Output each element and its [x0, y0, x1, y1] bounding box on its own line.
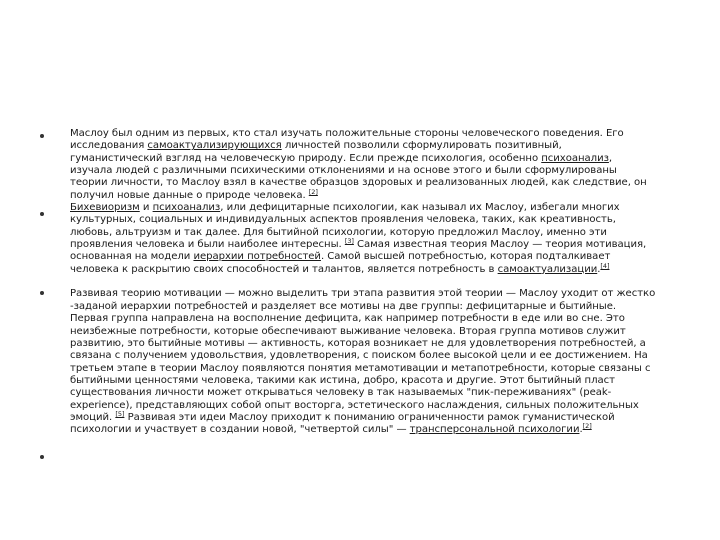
text-span: человека к раскрытию своих способностей и талантов, является потребность в [70, 263, 498, 275]
text-line [70, 239, 688, 251]
text-line [70, 261, 688, 276]
text-span: исследования [70, 140, 148, 152]
text-span: гуманистический взгляд на человеческую природу. Если прежде психология, особенно [70, 152, 542, 164]
text-line: теории личности, то Маслоу взял в качестве образцов здоровых и реализованных людей, как следствие, он [70, 177, 647, 189]
text-line: -заданой иерархии потребностей и разделяет все мотивы на две группы: дефицитарные и бытийные. [70, 300, 617, 312]
link-transpersonal-psychology[interactable]: трансперсональной психологии [409, 424, 580, 436]
link-psychoanalysis[interactable]: психоанализ [152, 202, 221, 214]
text-line [70, 153, 688, 165]
text-line: изучала людей с различными психическими отклонениями и на основе этого и были сформулированы [70, 165, 617, 177]
link-hierarchy-of-needs[interactable]: иерархии потребностей [193, 251, 321, 263]
footnote-ref[interactable]: [3] [344, 237, 354, 246]
paragraph-2 [70, 202, 688, 276]
footnote-ref[interactable]: [5] [115, 409, 125, 418]
text-line: культурных, социальных и индивидуальных аспектов проявления человека, таких, как креативность, [70, 214, 616, 226]
text-line [70, 409, 688, 424]
text-line: Развивая теорию мотивации — можно выделить три этапа развития этой теории — Маслоу уходит от жестко [70, 288, 656, 300]
text-line [70, 140, 688, 152]
text-span: Самая известная теория Маслоу — теория мотивация, [353, 239, 647, 251]
link-behaviorism[interactable]: Бихевиоризм [70, 202, 140, 214]
text-span: личностей позволили сформулировать позитивный, [281, 140, 562, 152]
footnote-ref[interactable]: [2] [308, 187, 318, 196]
text-span: получил новые данные о природе человека. [70, 189, 309, 201]
text-span: . [579, 424, 583, 436]
text-line [70, 251, 688, 263]
text-span: Развивая эти идеи Маслоу приходит к пониманию ограниченности рамок гуманистической [124, 411, 615, 423]
text-line [70, 202, 688, 214]
text-span: . [597, 263, 601, 275]
bullet-marker [40, 291, 44, 295]
link-self-actualizing[interactable]: самоактуализирующихся [147, 140, 282, 152]
text-span: психологии и участвует в создании новой, "четвертой силы" — [70, 424, 410, 436]
bullet-marker [40, 134, 44, 138]
text-line: любовь, альтруизм и так далее. Для бытийной психологии, которую предложил Маслоу, именно эти [70, 226, 607, 238]
footnote-ref[interactable]: [4] [600, 261, 610, 270]
link-self-actualization[interactable]: самоактуализации [497, 263, 598, 275]
text-line [70, 187, 688, 202]
footnote-ref[interactable]: [2] [582, 422, 592, 431]
text-span: . Самой высшей потребностью, которая подталкивает [320, 251, 611, 263]
text-line: experience), представляющих собой опыт восторга, эстетического наслаждения, сильных положительных [70, 399, 639, 411]
bullet-marker [40, 455, 44, 459]
text-line [70, 424, 688, 436]
text-span: и [139, 202, 153, 214]
paragraph-3 [70, 288, 688, 436]
text-span: основанная на модели [70, 251, 194, 263]
text-line: третьем этапе в теории Маслоу появляются понятия метамотивации и метапотребности, которые связаны с [70, 362, 651, 374]
text-span: , [608, 152, 613, 164]
text-line: связана с получением удовольствия, удовлетворения, с поиском более высокой цели и ее достижением. На [70, 350, 648, 362]
paragraph-1 [70, 128, 688, 202]
bullet-marker [40, 212, 44, 216]
text-line: развитию, это бытийные мотивы — активность, которая возникает не для удовлетворения потребностей, а [70, 337, 646, 349]
text-span: , или дефицитарные психологии, как называл их Маслоу, избегали многих [220, 202, 620, 214]
paragraph-gap [70, 276, 688, 288]
text-line: существования личности может открываться человеку в так называемых "пик-переживаниях" (peak- [70, 387, 612, 399]
text-line: Маслоу был одним из первых, кто стал изучать положительные стороны человеческого поведения. Его [70, 128, 624, 139]
text-line: бытийными ценностями человека, такими как истина, добро, красота и другие. Этот бытийный пласт [70, 374, 615, 386]
text-line: неизбежные потребности, которые обеспечивают выживание человека. Вторая группа мотивов служит [70, 325, 626, 337]
article-text [70, 128, 688, 437]
text-line: Первая группа направлена на восполнение дефицита, как например потребности в еде или во сне. Это [70, 313, 625, 325]
text-span: эмоций. [70, 411, 116, 423]
text-span: проявления человека и были наиболее интересны. [70, 239, 345, 251]
link-psychoanalysis[interactable]: психоанализ [541, 152, 609, 164]
